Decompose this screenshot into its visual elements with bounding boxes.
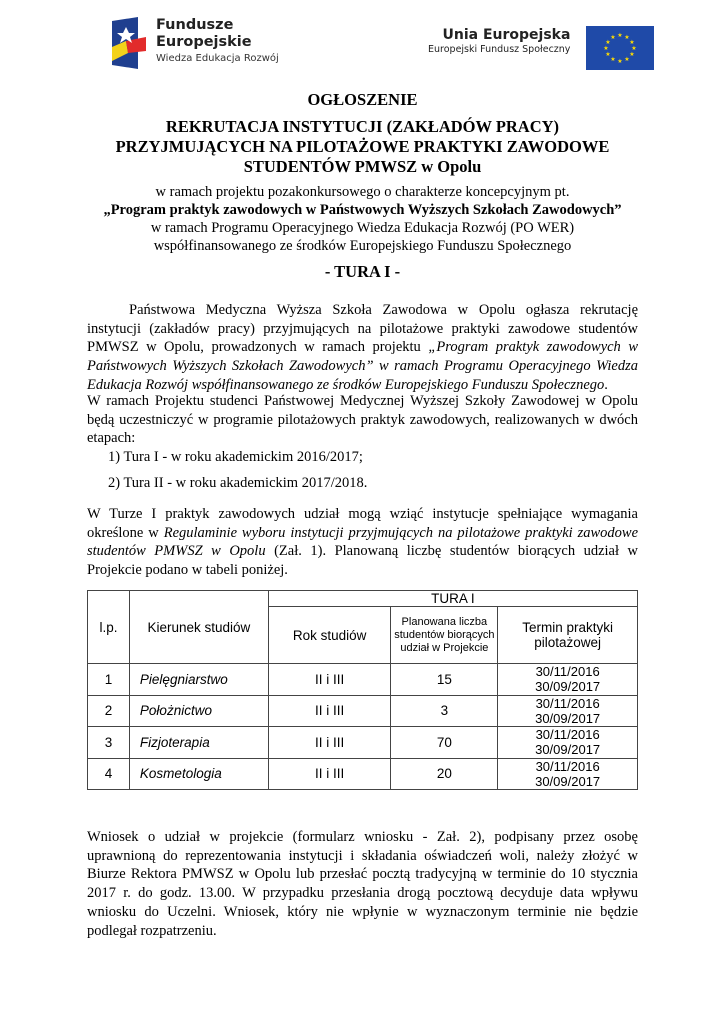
subtitle-line: współfinansowanego ze środków Europejskiego Funduszu Społecznego <box>153 238 572 254</box>
cell-termin <box>498 727 638 759</box>
cell-kierunek: Położnictwo <box>129 695 268 727</box>
svg-text:★: ★ <box>617 59 623 65</box>
cell-liczba: 3 <box>391 695 498 727</box>
fe-logo-icon <box>108 17 148 69</box>
cell-kierunek: Kosmetologia <box>129 758 268 790</box>
header-termin: Termin praktyki pilotażowej <box>498 607 638 664</box>
program-italic: „Program praktyk zawodowych w Państwowych Wyższych Szkołach Zawodowych” w ramach Programu Operacyjnego Wiedza Edukacja Rozwój współfinansowanego ze środków Europejskiego Funduszu Społecznego <box>87 339 638 393</box>
svg-text:★: ★ <box>605 52 611 58</box>
fe-line1: Fundusze <box>156 17 234 33</box>
title-line: REKRUTACJA INSTYTUCJI (ZAKŁADÓW PRACY) <box>165 117 560 136</box>
text: W Turze I praktyk zawodowych udział mogą wziąć instytucje spełniające wymagania określone w <box>87 506 638 541</box>
table-row <box>88 758 638 790</box>
svg-text:★: ★ <box>629 52 635 58</box>
page-heading: OGŁOSZENIE <box>307 90 418 109</box>
cell-lp: 4 <box>88 758 130 790</box>
cell-termin <box>498 695 638 727</box>
subtitle-line: w ramach Programu Operacyjnego Wiedza Edukacja Rozwój (PO WER) <box>150 220 575 236</box>
fundusze-europejskie-logo <box>108 17 279 69</box>
svg-text:★: ★ <box>605 40 611 46</box>
header-lp: l.p. <box>88 591 130 664</box>
date-from: 30/11/2016 <box>535 727 600 743</box>
ue-line1: Unia Europejska <box>442 27 571 43</box>
header-tura: TURA I <box>268 591 637 607</box>
date-to: 30/09/2017 <box>535 742 601 758</box>
table-row <box>88 695 638 727</box>
date-to: 30/09/2017 <box>535 710 601 726</box>
paragraph-application: Wniosek o udział w projekcie (formularz wniosku - Zał. 2), podpisany przez osobę uprawnioną do reprezentowania instytucji i składania oświadczeń woli, należy złożyć w Biurze Rektora PMWSZ w Opolu lub przesłać pocztą tradycyjną w terminie do 10 stycznia 2017 r. do godz. 13.00. W przypadku przesłania drogą pocztową decyduje data wpływu wniosku do Uczelni. Wniosek, który nie wpłynie w wyznaczonym terminie nie będzie podlegał rozpatrzeniu. <box>87 829 638 939</box>
paragraph-intro <box>87 301 638 395</box>
list-item: 2) Tura II - w roku akademickim 2017/2018. <box>108 475 368 491</box>
cell-rok: II i III <box>268 695 391 727</box>
subtitle-line: w ramach projektu pozakonkursowego o charakterze koncepcyjnym pt. <box>155 184 570 200</box>
svg-text:★: ★ <box>631 46 637 52</box>
title-line: PRZYJMUJĄCYCH NA PILOTAŻOWE PRAKTYKI ZAWODOWE <box>115 137 610 156</box>
text: (Zał. 1). Planowaną liczbę studentów biorących udział w Projekcie podano w tabeli poniżej. <box>87 543 638 579</box>
cell-rok: II i III <box>268 664 391 696</box>
cell-liczba: 70 <box>391 727 498 759</box>
svg-text:★: ★ <box>624 35 630 41</box>
students-table <box>87 590 638 790</box>
svg-text:★: ★ <box>617 33 623 39</box>
svg-text:★: ★ <box>629 40 635 46</box>
header-rok: Rok studiów <box>268 607 391 664</box>
text: . <box>604 376 608 393</box>
header-liczba: Planowana liczba studentów biorących udział w Projekcie <box>391 607 498 664</box>
cell-kierunek: Pielęgniarstwo <box>129 664 268 696</box>
fe-line3: Wiedza Edukacja Rozwój <box>156 53 279 64</box>
date-to: 30/09/2017 <box>535 773 601 789</box>
cell-liczba: 20 <box>391 758 498 790</box>
program-name: „Program praktyk zawodowych w Państwowych Wyższych Szkołach Zawodowych” <box>103 202 622 218</box>
date-from: 30/11/2016 <box>535 664 600 680</box>
ue-line2: Europejski Fundusz Społeczny <box>428 44 571 55</box>
cell-rok: II i III <box>268 727 391 759</box>
cell-liczba: 15 <box>391 664 498 696</box>
cell-termin <box>498 758 638 790</box>
svg-text:★: ★ <box>624 57 630 63</box>
header-kierunek: Kierunek studiów <box>129 591 268 664</box>
tura-heading: - TURA I - <box>324 262 401 281</box>
cell-lp: 2 <box>88 695 130 727</box>
date-from: 30/11/2016 <box>535 695 600 711</box>
svg-text:★: ★ <box>610 57 616 63</box>
list-item: 1) Tura I - w roku akademickim 2016/2017; <box>108 449 363 465</box>
unia-europejska-logo <box>428 26 570 55</box>
title-line: STUDENTÓW PMWSZ w Opolu <box>243 157 482 176</box>
paragraph-requirements <box>87 505 638 580</box>
page-title <box>60 117 665 177</box>
cell-lp: 3 <box>88 727 130 759</box>
date-from: 30/11/2016 <box>535 758 600 774</box>
subtitle <box>60 183 665 255</box>
eu-flag-icon <box>586 26 654 70</box>
svg-text:★: ★ <box>610 35 616 41</box>
cell-rok: II i III <box>268 758 391 790</box>
text: Państwowa Medyczna Wyższa Szkoła Zawodowa w Opolu ogłasza rekrutację instytucji (zakładów pracy) przyjmujących na pilotażowe praktyki zawodowe studentów PMWSZ w Opolu, prowadzonych w ramach projektu <box>87 302 638 356</box>
paragraph-stages: W ramach Projektu studenci Państwowej Medycznej Wyższej Szkoły Zawodowej w Opolu będą uczestniczyć w programie pilotażowych praktyk zawodowych, realizowanych w dwóch etapach: <box>87 393 638 447</box>
regulation-italic: Regulaminie wyboru instytucji przyjmujących na pilotażowe praktyki zawodowe studentów PMWSZ w Opolu <box>87 524 639 560</box>
cell-termin <box>498 664 638 696</box>
svg-text:★: ★ <box>603 46 609 52</box>
table-row <box>88 664 638 696</box>
table-row <box>88 727 638 759</box>
cell-kierunek: Fizjoterapia <box>129 727 268 759</box>
cell-lp: 1 <box>88 664 130 696</box>
fe-line2: Europejskie <box>156 34 252 50</box>
date-to: 30/09/2017 <box>535 679 601 695</box>
